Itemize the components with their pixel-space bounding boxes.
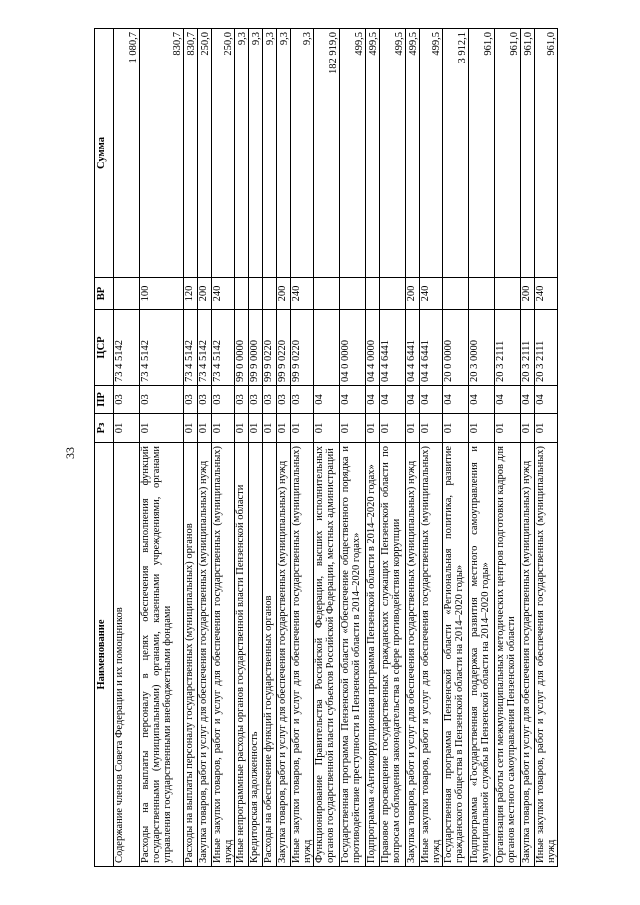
table-row xyxy=(277,29,291,867)
cell-csr: 73 4 5142 xyxy=(114,310,140,386)
cell-name: Закупка товаров, работ и услуг для обеспечения государственных (муниципальных) нужд xyxy=(277,443,291,867)
cell-vr xyxy=(235,278,249,310)
cell-sum: 499,5 xyxy=(420,29,443,278)
cell-vr xyxy=(469,278,495,310)
cell-sum: 9,3 xyxy=(277,29,291,278)
cell-pr: 04 xyxy=(495,386,521,414)
cell-vr: 200 xyxy=(406,278,420,310)
cell-rz: 01 xyxy=(263,414,277,443)
cell-sum: 499,5 xyxy=(340,29,366,278)
cell-name: Расходы на обеспечение функций государственных органов xyxy=(263,443,277,867)
table-row xyxy=(495,29,521,867)
cell-sum: 250,0 xyxy=(212,29,235,278)
cell-name: Закупка товаров, работ и услуг для обеспечения государственных (муниципальных) нужд xyxy=(198,443,212,867)
cell-rz: 01 xyxy=(420,414,443,443)
cell-csr: 04 4 0000 xyxy=(366,310,380,386)
cell-vr: 120 xyxy=(184,278,198,310)
table-row xyxy=(469,29,495,867)
cell-sum: 830,7 xyxy=(184,29,198,278)
cell-pr: 03 xyxy=(212,386,235,414)
cell-name: Иные закупки товаров, работ и услуг для обеспечения государственных (муниципальных) нужд xyxy=(291,443,314,867)
table-row xyxy=(291,29,314,867)
table-row xyxy=(380,29,406,867)
table-row xyxy=(263,29,277,867)
cell-sum: 9,3 xyxy=(235,29,249,278)
cell-vr xyxy=(114,278,140,310)
table-row xyxy=(443,29,469,867)
cell-pr: 03 xyxy=(184,386,198,414)
cell-vr xyxy=(340,278,366,310)
cell-sum: 1 080,7 xyxy=(114,29,140,278)
header-name: Наименование xyxy=(95,443,114,867)
cell-csr: 73 4 5142 xyxy=(140,310,184,386)
cell-pr: 04 xyxy=(521,386,535,414)
cell-csr: 99 9 0220 xyxy=(263,310,277,386)
table-row xyxy=(212,29,235,867)
cell-sum: 9,3 xyxy=(263,29,277,278)
cell-vr xyxy=(263,278,277,310)
cell-csr: 04 4 6441 xyxy=(420,310,443,386)
cell-rz: 01 xyxy=(249,414,263,443)
cell-rz: 01 xyxy=(366,414,380,443)
cell-pr: 04 xyxy=(535,386,558,414)
cell-vr xyxy=(380,278,406,310)
cell-rz: 01 xyxy=(140,414,184,443)
cell-vr: 200 xyxy=(198,278,212,310)
cell-vr xyxy=(249,278,263,310)
cell-csr: 20 3 2111 xyxy=(535,310,558,386)
header-pr: ПР xyxy=(95,386,114,414)
cell-rz: 01 xyxy=(114,414,140,443)
cell-pr: 03 xyxy=(249,386,263,414)
cell-vr: 240 xyxy=(535,278,558,310)
table-row xyxy=(249,29,263,867)
cell-sum: 961,0 xyxy=(469,29,495,278)
cell-name: Иные закупки товаров, работ и услуг для обеспечения государственных (муниципальных) нужд xyxy=(212,443,235,867)
cell-name: Правовое просвещение государственных гражданских служащих Пензенской области по вопросам соблюдения законодательства в сфере противодействия коррупции xyxy=(380,443,406,867)
table-row xyxy=(366,29,380,867)
table-row xyxy=(521,29,535,867)
cell-rz: 01 xyxy=(521,414,535,443)
cell-pr: 04 xyxy=(314,386,340,414)
cell-pr: 03 xyxy=(291,386,314,414)
cell-name: Содержание членов Совета Федерации и их помощников xyxy=(114,443,140,867)
table-row xyxy=(535,29,558,867)
cell-sum: 499,5 xyxy=(380,29,406,278)
cell-pr: 03 xyxy=(198,386,212,414)
cell-pr: 04 xyxy=(380,386,406,414)
cell-vr: 240 xyxy=(420,278,443,310)
cell-csr: 99 0 0000 xyxy=(235,310,249,386)
cell-csr: 20 3 2111 xyxy=(521,310,535,386)
table-row xyxy=(198,29,212,867)
cell-rz: 01 xyxy=(495,414,521,443)
table-header-row xyxy=(95,29,114,867)
table-row xyxy=(184,29,198,867)
cell-sum: 3 912,1 xyxy=(443,29,469,278)
page-number: 33 xyxy=(63,447,77,459)
cell-pr: 04 xyxy=(420,386,443,414)
cell-sum: 250,0 xyxy=(198,29,212,278)
cell-name: Закупка товаров, работ и услуг для обеспечения государственных (муниципальных) нужд xyxy=(521,443,535,867)
cell-pr: 04 xyxy=(366,386,380,414)
budget-table xyxy=(94,28,558,867)
cell-name: Подпрограмма «Антикоррупционная программа Пензенской области в 2014–2020 годах» xyxy=(366,443,380,867)
cell-sum: 961,0 xyxy=(535,29,558,278)
cell-rz: 01 xyxy=(277,414,291,443)
cell-csr: 20 0 0000 xyxy=(443,310,469,386)
cell-name: Иные закупки товаров, работ и услуг для обеспечения государственных (муниципальных) нужд xyxy=(535,443,558,867)
cell-sum: 830,7 xyxy=(140,29,184,278)
cell-vr xyxy=(366,278,380,310)
cell-name: Подпрограмма «Государственная поддержка развития местного самоуправления и муниципальной службы в Пензенской области на 2014–2020 годы» xyxy=(469,443,495,867)
table-row xyxy=(314,29,340,867)
cell-name: Иные непрограммные расходы органов государственной власти Пензенской области xyxy=(235,443,249,867)
cell-name: Кредиторская задолженность xyxy=(249,443,263,867)
cell-rz: 01 xyxy=(291,414,314,443)
cell-rz: 01 xyxy=(535,414,558,443)
cell-sum: 182 919,0 xyxy=(314,29,340,278)
cell-name: Расходы на выплаты персоналу в целях обеспечения выполнения функций государственными (муниципальными) органами, казенными учреждениями, органами управления государственными внебюджетными фондами xyxy=(140,443,184,867)
cell-name: Закупка товаров, работ и услуг для обеспечения государственных (муниципальных) нужд xyxy=(406,443,420,867)
cell-name: Организация работы сети межмуниципальных методических центров подготовки кадров для органов местного самоуправления Пензенской области xyxy=(495,443,521,867)
table-row xyxy=(340,29,366,867)
cell-vr: 240 xyxy=(291,278,314,310)
cell-rz: 01 xyxy=(314,414,340,443)
table-row xyxy=(235,29,249,867)
cell-vr xyxy=(314,278,340,310)
cell-vr: 200 xyxy=(277,278,291,310)
cell-vr: 200 xyxy=(521,278,535,310)
cell-name: Государственная программа Пензенской области «Региональная политика, развитие гражданского общества в Пензенской области на 2014–2020 годы» xyxy=(443,443,469,867)
cell-pr: 04 xyxy=(443,386,469,414)
cell-csr: 99 9 0220 xyxy=(277,310,291,386)
cell-sum: 961,0 xyxy=(495,29,521,278)
cell-rz: 01 xyxy=(443,414,469,443)
cell-pr: 03 xyxy=(235,386,249,414)
cell-vr: 100 xyxy=(140,278,184,310)
cell-vr xyxy=(443,278,469,310)
table-row xyxy=(420,29,443,867)
cell-pr: 03 xyxy=(277,386,291,414)
cell-csr xyxy=(314,310,340,386)
cell-name: Функционирование Правительства Российской Федерации, высших исполнительных органов государственной власти субъектов Российской Федерации, местных администраций xyxy=(314,443,340,867)
cell-csr: 73 4 5142 xyxy=(198,310,212,386)
cell-pr: 04 xyxy=(469,386,495,414)
cell-rz: 01 xyxy=(469,414,495,443)
cell-vr xyxy=(495,278,521,310)
cell-rz: 01 xyxy=(212,414,235,443)
cell-csr: 20 3 2111 xyxy=(495,310,521,386)
cell-csr: 99 9 0220 xyxy=(291,310,314,386)
cell-name: Расходы на выплаты персоналу государственных (муниципальных) органов xyxy=(184,443,198,867)
table-row xyxy=(406,29,420,867)
table-row xyxy=(114,29,140,867)
cell-rz: 01 xyxy=(198,414,212,443)
cell-sum: 499,5 xyxy=(366,29,380,278)
header-csr: ЦСР xyxy=(95,310,114,386)
header-rz: Рз xyxy=(95,414,114,443)
cell-name: Государственная программа Пензенской области «Обеспечение общественного порядка и противодействие преступности в Пензенской области в 2014–2020 годах» xyxy=(340,443,366,867)
cell-pr: 03 xyxy=(263,386,277,414)
cell-sum: 961,0 xyxy=(521,29,535,278)
cell-rz: 01 xyxy=(340,414,366,443)
cell-sum: 499,5 xyxy=(406,29,420,278)
cell-csr: 20 3 0000 xyxy=(469,310,495,386)
cell-rz: 01 xyxy=(406,414,420,443)
cell-sum: 9,3 xyxy=(291,29,314,278)
cell-rz: 01 xyxy=(184,414,198,443)
cell-rz: 01 xyxy=(380,414,406,443)
cell-pr: 04 xyxy=(406,386,420,414)
cell-name: Иные закупки товаров, работ и услуг для обеспечения государственных (муниципальных) нужд xyxy=(420,443,443,867)
cell-csr: 04 4 6441 xyxy=(406,310,420,386)
cell-csr: 99 9 0000 xyxy=(249,310,263,386)
cell-rz: 01 xyxy=(235,414,249,443)
header-sum: Сумма xyxy=(95,29,114,278)
cell-pr: 03 xyxy=(140,386,184,414)
header-vr: ВР xyxy=(95,278,114,310)
cell-csr: 73 4 5142 xyxy=(212,310,235,386)
cell-vr: 240 xyxy=(212,278,235,310)
table-row xyxy=(140,29,184,867)
cell-sum: 9,3 xyxy=(249,29,263,278)
cell-pr: 04 xyxy=(340,386,366,414)
cell-csr: 73 4 5142 xyxy=(184,310,198,386)
cell-csr: 04 0 0000 xyxy=(340,310,366,386)
cell-pr: 03 xyxy=(114,386,140,414)
cell-csr: 04 4 6441 xyxy=(380,310,406,386)
